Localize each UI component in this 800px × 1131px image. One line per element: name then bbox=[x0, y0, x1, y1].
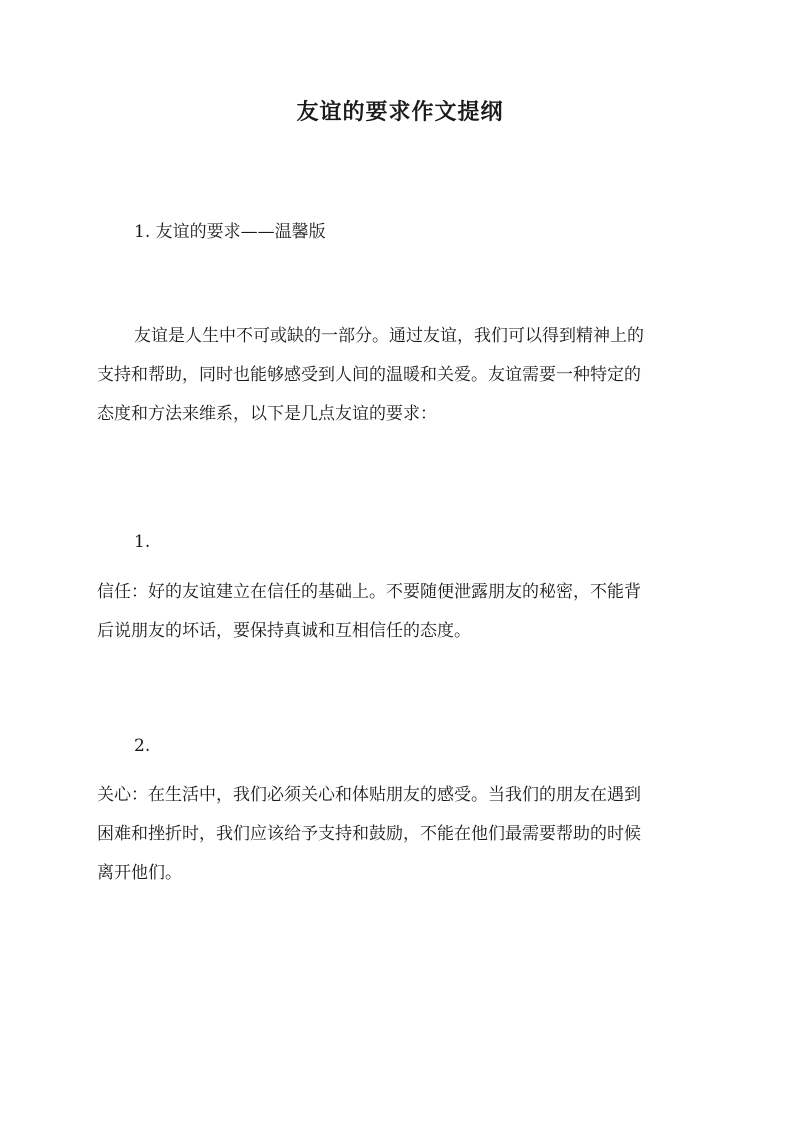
paragraph-line: 困难和挫折时，我们应该给予支持和鼓励，不能在他们最需要帮助的时候 bbox=[97, 824, 641, 844]
page-title: 友谊的要求作文提纲 bbox=[296, 99, 504, 125]
paragraph-line: 关心：在生活中，我们必须关心和体贴朋友的感受。当我们的朋友在遇到 bbox=[97, 785, 641, 805]
paragraph-line: 支持和帮助，同时也能够感受到人间的温暖和关爱。友谊需要一种特定的 bbox=[97, 365, 641, 385]
item-paragraph bbox=[97, 776, 707, 893]
intro-paragraph bbox=[97, 317, 707, 434]
paragraph-line: 离开他们。 bbox=[97, 863, 182, 883]
paragraph-line: 态度和方法来维系，以下是几点友谊的要求： bbox=[97, 404, 437, 424]
paragraph-line: 信任：好的友谊建立在信任的基础上。不要随便泄露朋友的秘密，不能背 bbox=[97, 582, 641, 602]
item-number: 1. bbox=[134, 532, 151, 552]
section-heading: 1. 友谊的要求——温馨版 bbox=[134, 222, 326, 242]
item-paragraph bbox=[97, 573, 707, 651]
paragraph-line: 友谊是人生中不可或缺的一部分。通过友谊，我们可以得到精神上的 bbox=[134, 326, 644, 346]
paragraph-line: 后说朋友的坏话，要保持真诚和互相信任的态度。 bbox=[97, 621, 471, 641]
item-number: 2. bbox=[134, 736, 151, 756]
